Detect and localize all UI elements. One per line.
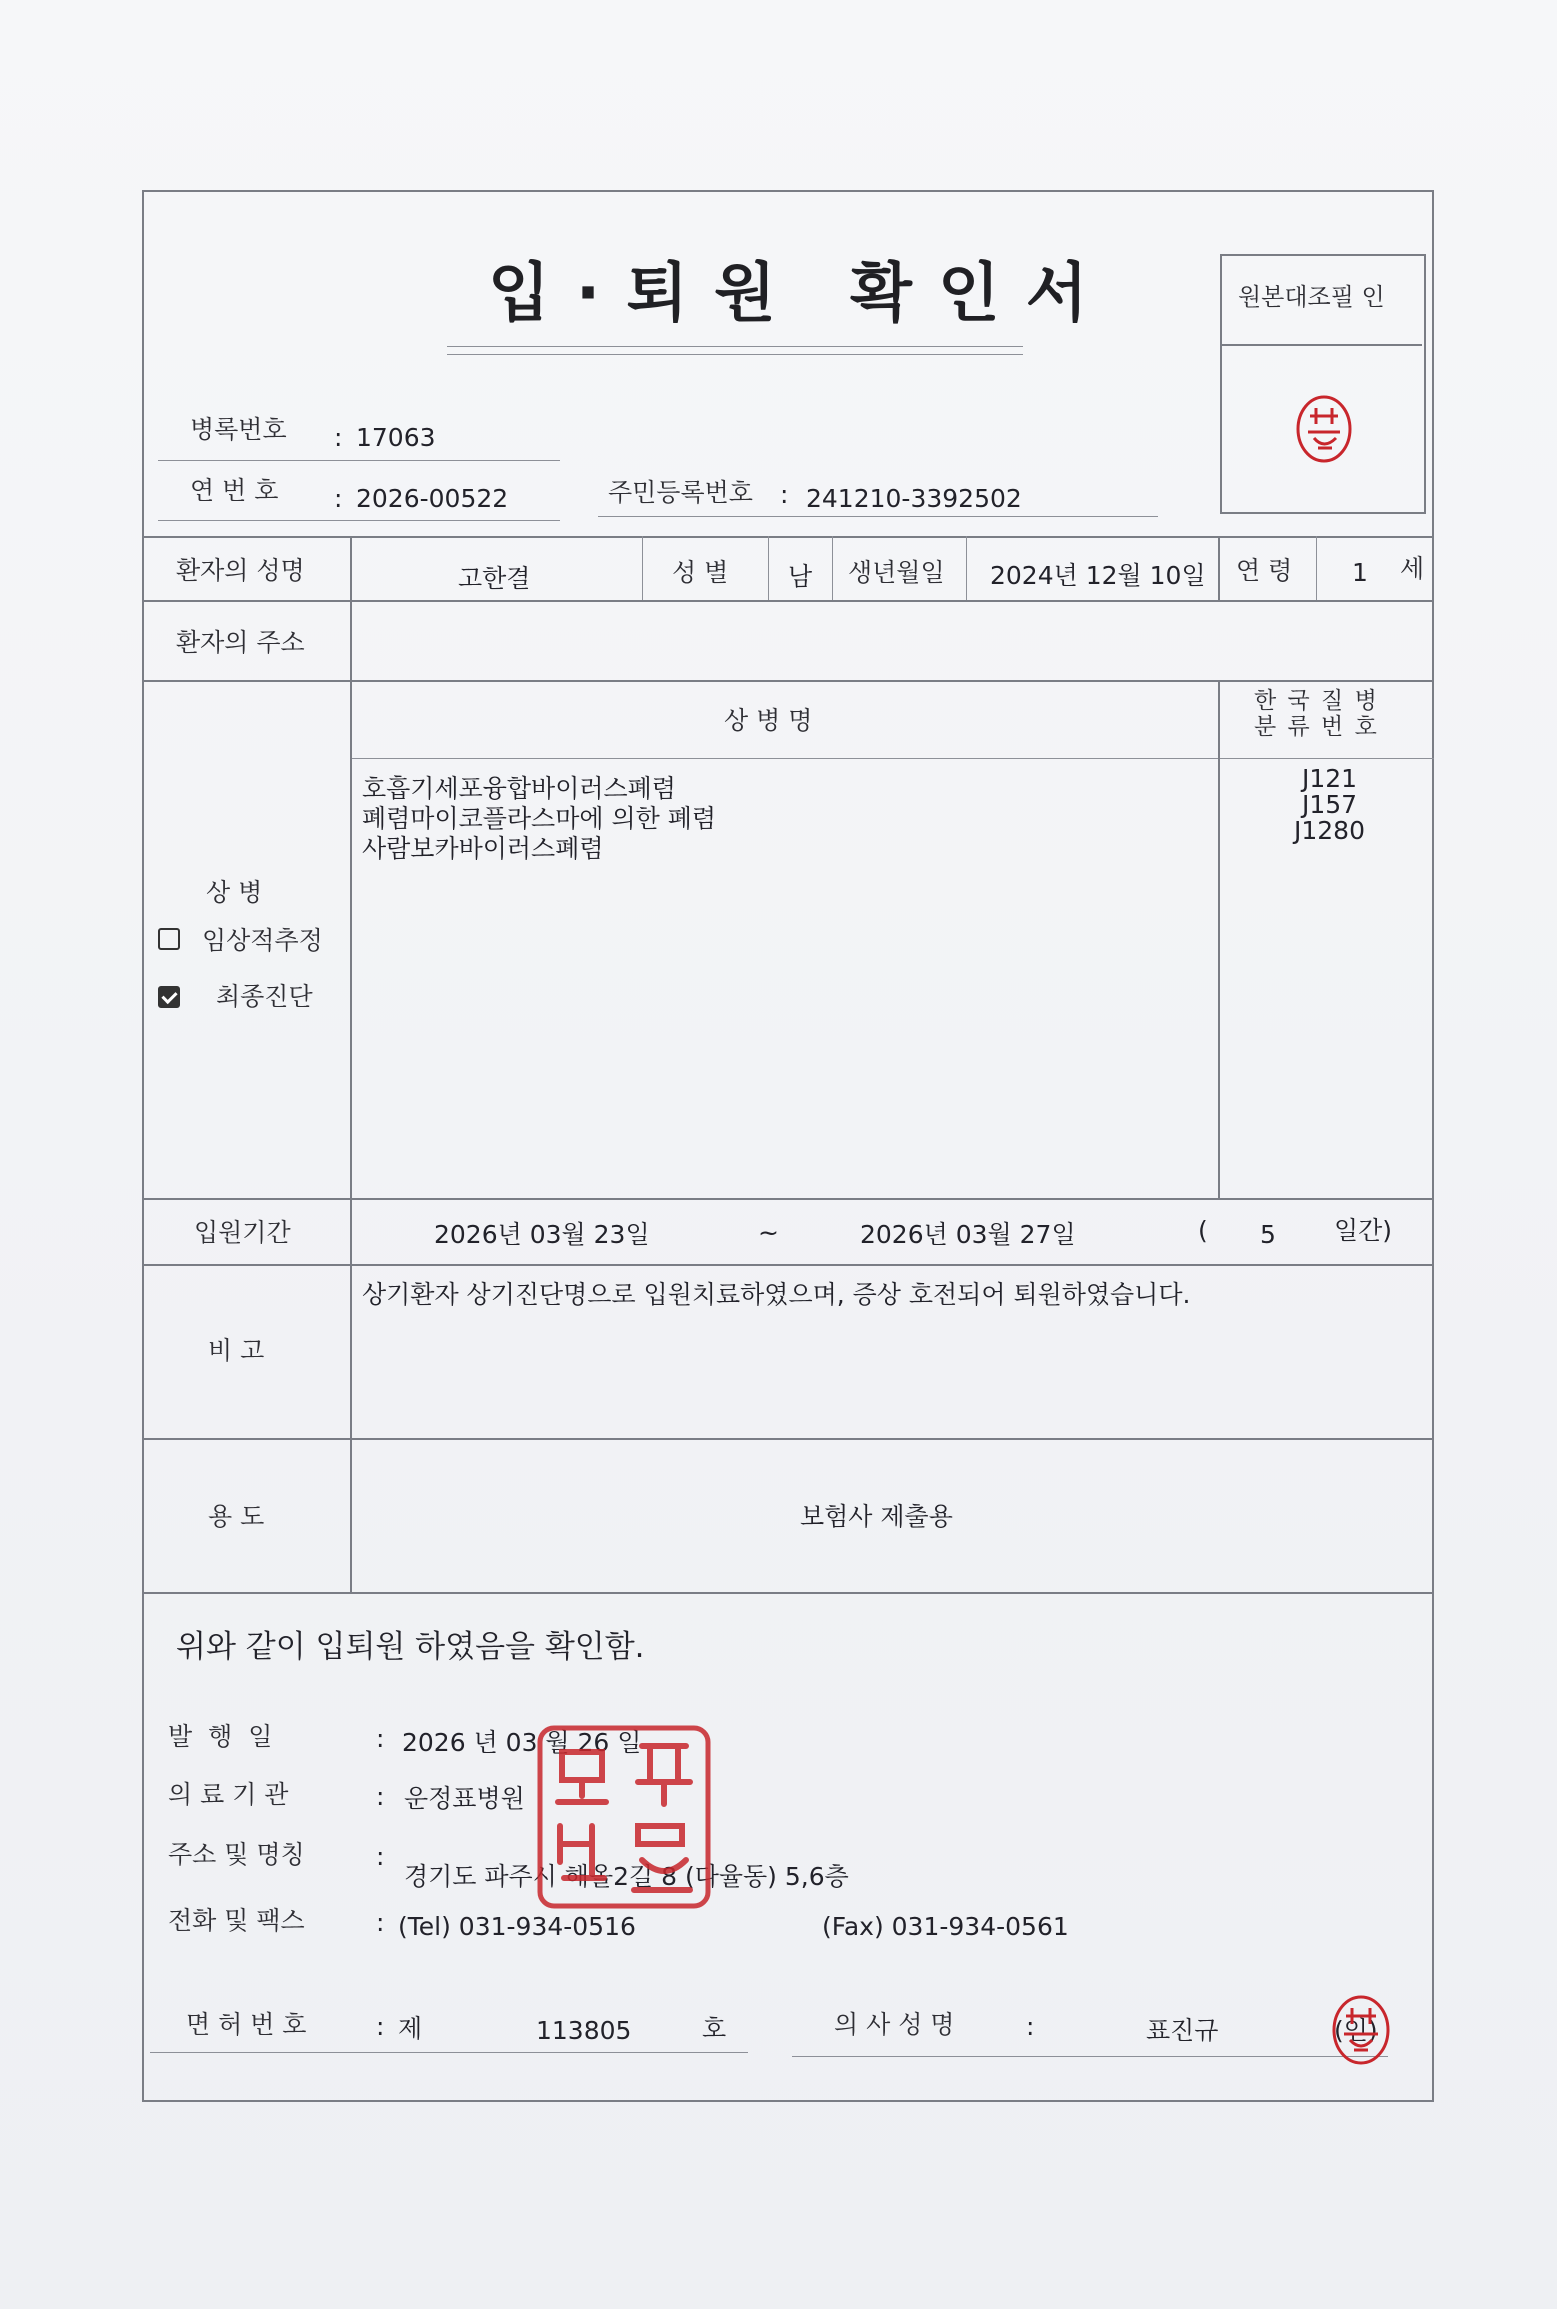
record-no-label: 병록번호	[190, 415, 287, 444]
record-no-value: 17063	[356, 423, 436, 452]
age-unit: 세	[1400, 554, 1425, 583]
issue-date-value: 2026 년 03 월 26 일	[402, 1728, 642, 1757]
stay-label: 입원기간	[194, 1218, 291, 1247]
diagnosis-name-1: 호흡기세포융합바이러스폐렴	[362, 774, 676, 803]
patient-name-value: 고한결	[458, 564, 531, 593]
stay-to: 2026년 03월 27일	[860, 1220, 1076, 1249]
fax-value: (Fax) 031-934-0561	[822, 1912, 1069, 1941]
document-title: 입·퇴원 확인서	[488, 257, 1114, 331]
doctor-seal-mark: (인)	[1334, 2016, 1378, 2045]
diagnosis-code-1: J121	[1302, 764, 1358, 793]
license-number: 113805	[536, 2016, 632, 2045]
phone-fax-label: 전화 및 팩스	[168, 1906, 305, 1935]
institution-label: 의 료 기 관	[168, 1780, 289, 1809]
remarks-text: 상기환자 상기진단명으로 입원치료하였으며, 증상 호전되어 퇴원하였습니다.	[362, 1280, 1191, 1309]
confirmation-statement: 위와 같이 입퇴원 하였음을 확인함.	[176, 1629, 645, 1665]
patient-name-label: 환자의 성명	[176, 556, 305, 585]
rrn-label: 주민등록번호	[608, 478, 753, 507]
sex-label: 성 별	[672, 558, 729, 587]
birth-label: 생년월일	[848, 558, 945, 587]
document-page: 입·퇴원 확인서 원본대조필 인 병록번호 : 17063 연 번 호 : 2026-00522 주민등록번호 : 241210-3392502 환자의 성명 고한결 성 별 남 생년월일 2024년 12월 10일 연 령 1 세 환자의 주소 상 병 임상적추정 최종진단 상 병 명 한 국 질 병 분 류 번 호 호흡기세포융합바이러스폐렴 폐렴마이코플라스마에 의한 폐렴 사람보카바이러스폐렴 J121 J157 J1280 입원기간 2026년 03월 23일 ~ 2026년 03월 27일 ( 5 일간) 비 고 상기환자 상기진단명으로 입원치료하였으며, 증상 호전되어 퇴원하였습니다. 용 도 보험사 제출용 위와 같이 입퇴원 하였음을 확인함. 발 행 일 : 2026 년 03 월 26 일 의 료 기 관 : 운정표병원 주소 및 명칭 : 경기도 파주시 해올2길 8 (다율동) 5,6층 전화 및 팩스 : (Tel) 031-934-0516 (Fax) 031-934-0561 면 허 번 호 : 제 113805 호 의 사 성 명 : 표진규 (인)	[0, 0, 1557, 2309]
purpose-label: 용 도	[208, 1502, 265, 1531]
tel-value: (Tel) 031-934-0516	[398, 1912, 636, 1941]
stay-days: 5	[1260, 1220, 1276, 1249]
age-value: 1	[1352, 558, 1368, 587]
remarks-label: 비 고	[208, 1336, 265, 1365]
clinical-estimate-checkbox[interactable]	[158, 928, 180, 950]
address-name-label: 주소 및 명칭	[168, 1840, 305, 1869]
doctor-label: 의 사 성 명	[834, 2010, 955, 2039]
original-check-label: 원본대조필 인	[1238, 283, 1385, 311]
title-underline-2	[447, 354, 1023, 355]
diagnosis-name-3: 사람보카바이러스폐렴	[362, 834, 604, 863]
serial-no-label: 연 번 호	[190, 476, 279, 505]
kcd-header-line2: 분 류 번 호	[1254, 714, 1379, 740]
clinical-estimate-label: 임상적추정	[202, 926, 323, 955]
issue-date-label: 발 행 일	[168, 1722, 277, 1751]
diagnosis-section-label: 상 병	[206, 878, 263, 907]
title-underline	[447, 346, 1023, 347]
serial-no-value: 2026-00522	[356, 484, 509, 513]
address-label: 환자의 주소	[176, 628, 305, 657]
hospital-seal-icon	[534, 1722, 714, 1912]
diagnosis-name-header: 상 병 명	[724, 706, 813, 735]
sex-value: 남	[788, 562, 813, 591]
rrn-value: 241210-3392502	[806, 484, 1022, 513]
institution-address: 경기도 파주시 해올2길 8 (다율동) 5,6층	[404, 1862, 849, 1891]
small-seal-icon	[1294, 394, 1354, 464]
birth-value: 2024년 12월 10일	[990, 561, 1206, 590]
license-label: 면 허 번 호	[186, 2010, 307, 2039]
diagnosis-code-3: J1280	[1294, 816, 1365, 845]
purpose-text: 보험사 제출용	[800, 1502, 953, 1531]
doctor-seal-icon	[1330, 1994, 1392, 2066]
age-label: 연 령	[1236, 556, 1293, 585]
stay-from: 2026년 03월 23일	[434, 1220, 650, 1249]
diagnosis-code-2: J157	[1302, 790, 1358, 819]
institution-value: 운정표병원	[404, 1784, 525, 1813]
final-diagnosis-label: 최종진단	[216, 982, 313, 1011]
kcd-header-line1: 한 국 질 병	[1254, 688, 1379, 714]
doctor-name: 표진규	[1146, 2016, 1219, 2045]
final-diagnosis-checkbox[interactable]	[158, 986, 180, 1008]
diagnosis-name-2: 폐렴마이코플라스마에 의한 폐렴	[362, 804, 716, 833]
